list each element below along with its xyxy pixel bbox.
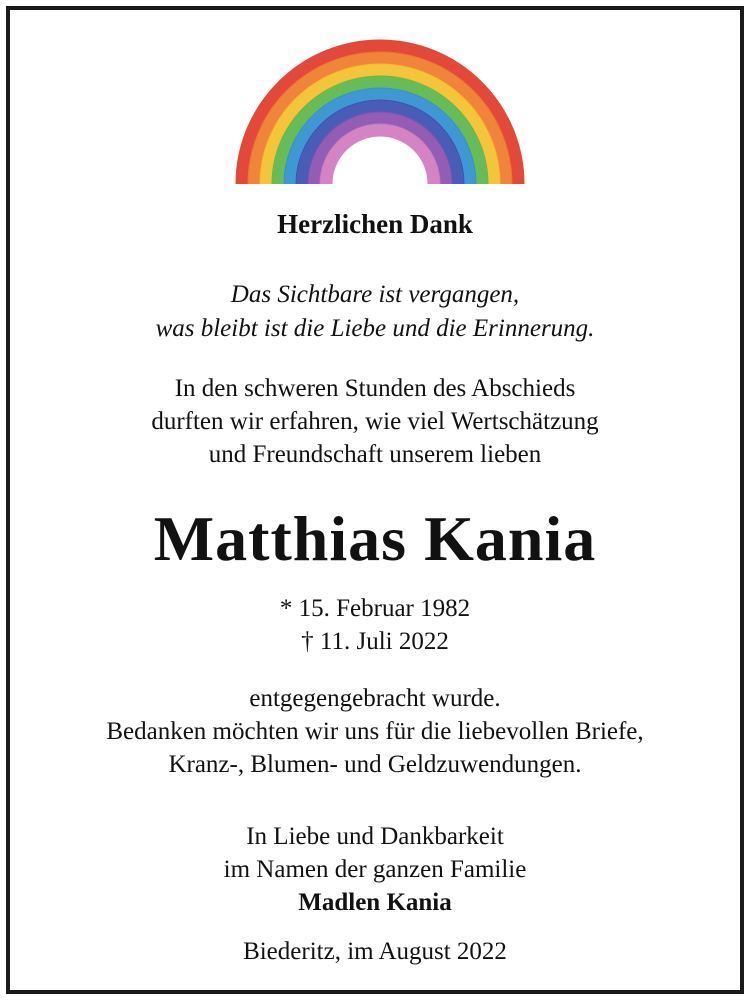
memorial-quote — [10, 278, 740, 346]
birth-date: * 15. Februar 1982 — [279, 595, 471, 622]
thanks-line: entgegengebracht wurde. — [249, 685, 501, 712]
quote-line: Das Sichtbare ist vergangen, — [230, 281, 520, 308]
closing-block — [10, 820, 740, 919]
closing-line: In Liebe und Dankbarkeit — [246, 823, 504, 850]
signer-name: Madlen Kania — [298, 889, 452, 916]
obituary-card — [6, 6, 744, 994]
rainbow-icon — [230, 34, 530, 194]
thanks-line: Bedanken möchten wir uns für die liebevollen Briefe, — [106, 718, 644, 745]
life-dates — [10, 592, 740, 658]
place-date: Biederitz, im August 2022 — [243, 938, 507, 965]
notice-heading: Herzlichen Dank — [277, 209, 473, 239]
intro-line: In den schweren Stunden des Abschieds — [174, 375, 576, 402]
thanks-line: Kranz-, Blumen- und Geldzuwendungen. — [168, 751, 582, 778]
intro-paragraph — [10, 372, 740, 471]
deceased-name: Matthias Kania — [153, 503, 597, 574]
thanks-paragraph — [10, 682, 740, 781]
closing-line: im Namen der ganzen Familie — [223, 856, 527, 883]
intro-line: durften wir erfahren, wie viel Wertschätzung — [151, 408, 599, 435]
quote-line: was bleibt ist die Liebe und die Erinnerung. — [155, 315, 595, 342]
intro-line: und Freundschaft unserem lieben — [208, 441, 542, 468]
rainbow-band — [326, 130, 434, 184]
death-date: † 11. Juli 2022 — [301, 628, 449, 655]
